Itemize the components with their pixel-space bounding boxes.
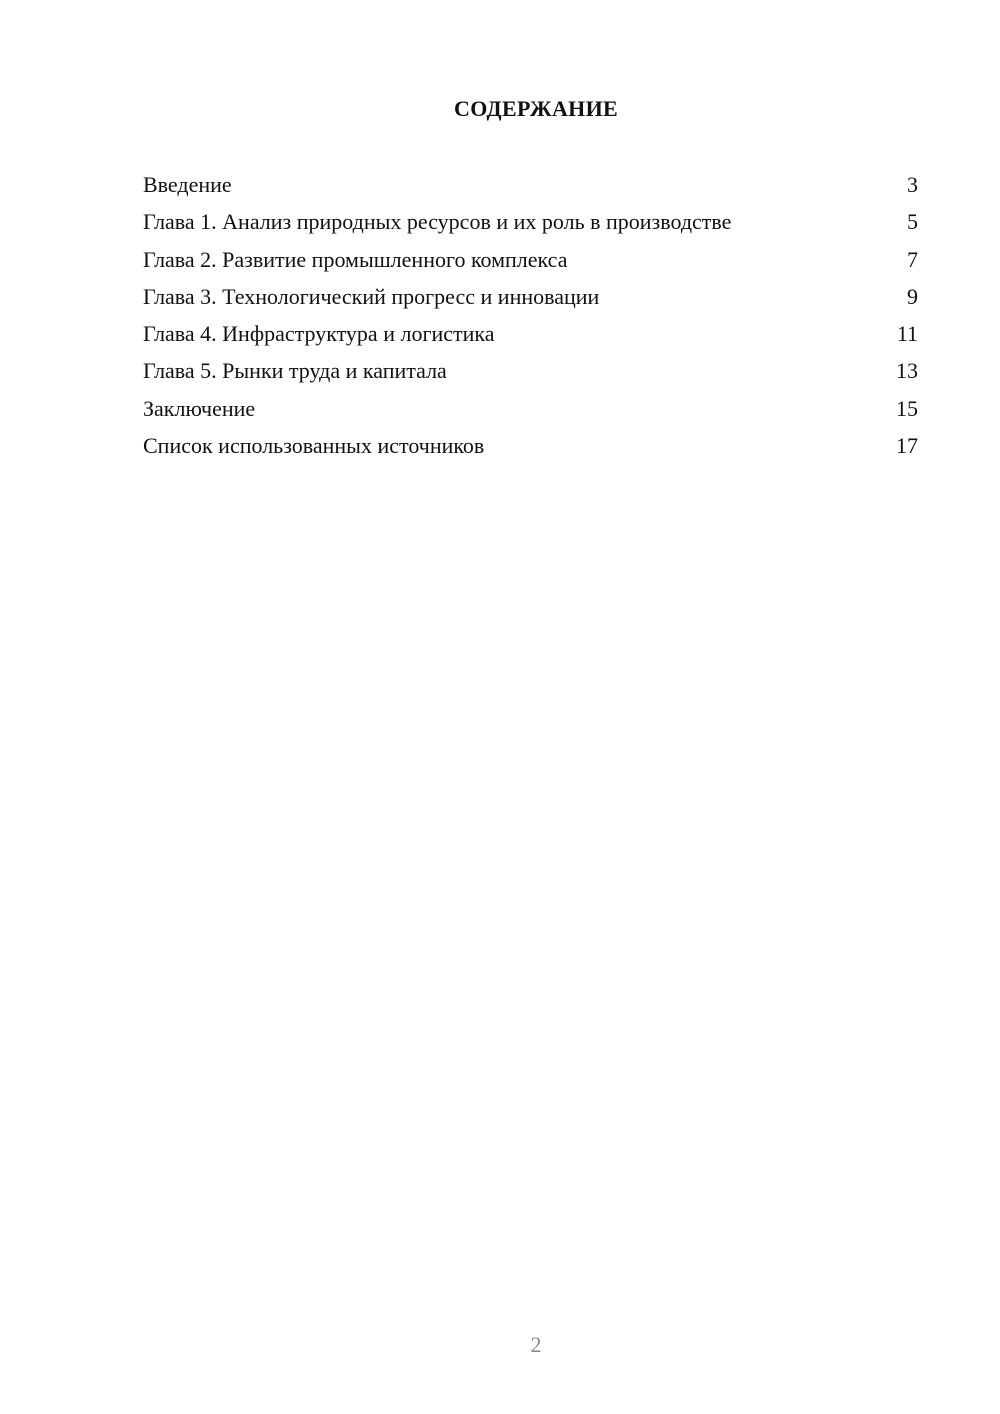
toc-entry-chapter-1: [143, 203, 918, 240]
toc-entry-page: 13: [896, 358, 918, 384]
toc-entry-label: Введение: [143, 172, 232, 197]
page-title: СОДЕРЖАНИЕ: [454, 96, 618, 121]
toc-entry-conclusion: [143, 390, 918, 427]
toc-entry-chapter-5: [143, 352, 918, 389]
table-of-contents: [143, 166, 918, 464]
toc-entry-label: Заключение: [143, 395, 256, 421]
toc-entry-page: 3: [907, 172, 918, 197]
toc-entry-page: 9: [907, 283, 918, 309]
toc-entry-label: Глава 2. Развитие промышленного комплекса: [143, 246, 568, 272]
toc-entry-chapter-2: [143, 241, 918, 278]
toc-entry-page: 11: [896, 321, 918, 347]
toc-entry-label: Глава 1. Анализ природных ресурсов и их роль в производстве: [143, 209, 732, 235]
toc-entry-label: Глава 5. Рынки труда и капитала: [143, 358, 447, 384]
toc-entry-chapter-4: [143, 315, 918, 352]
toc-entry-references: [143, 427, 918, 464]
toc-entry-label: Глава 3. Технологический прогресс и инновации: [143, 283, 600, 309]
page-number: 2: [530, 1332, 542, 1357]
toc-entry-page: 15: [896, 395, 918, 421]
toc-entry-introduction: [143, 166, 918, 203]
toc-entry-chapter-3: [143, 278, 918, 315]
toc-entry-label: Список использованных источников: [143, 433, 485, 459]
toc-entry-page: 7: [907, 246, 918, 272]
toc-entry-page: 5: [907, 209, 918, 235]
toc-entry-page: 17: [896, 433, 918, 459]
toc-entry-label: Глава 4. Инфраструктура и логистика: [143, 321, 495, 347]
